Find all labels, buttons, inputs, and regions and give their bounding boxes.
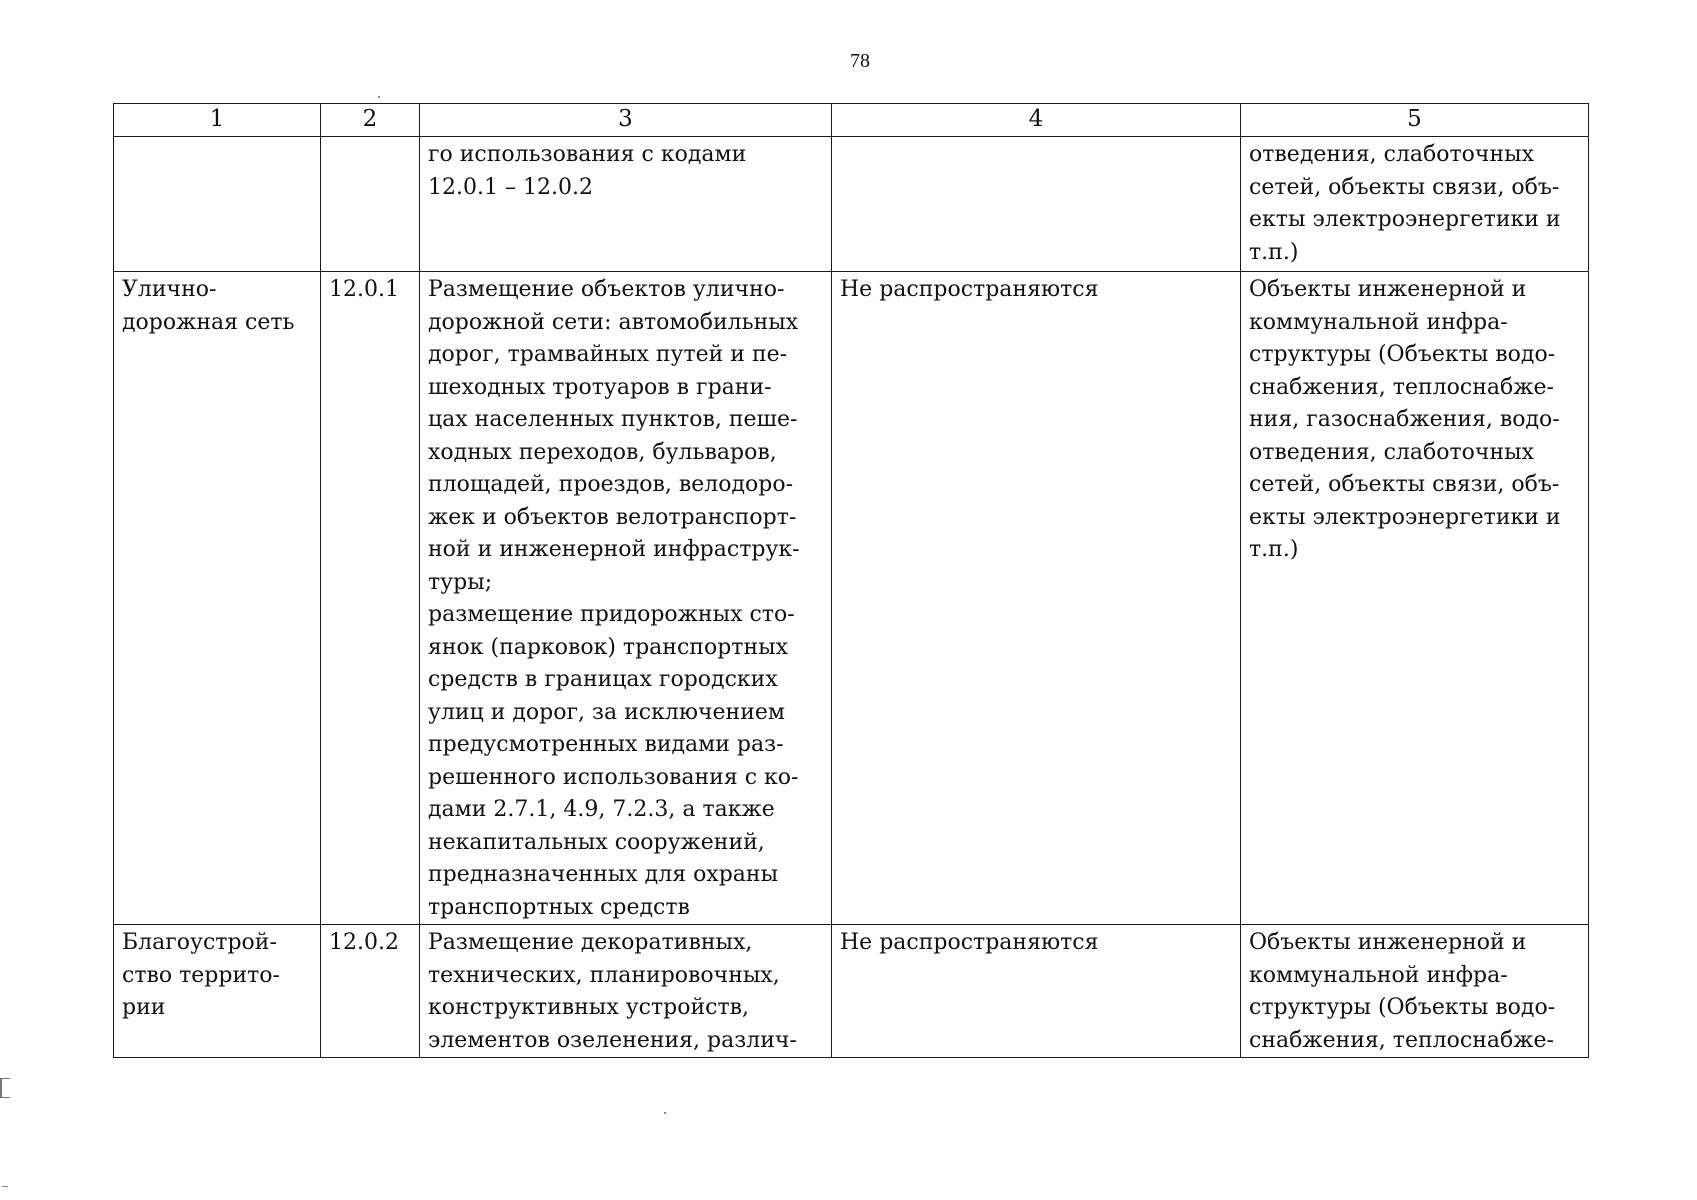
land-use-objects-cell: Объекты инженерной и коммунальной инфра- структуры (Объекты водо- снабжения, теплоснабже-	[1241, 925, 1589, 1058]
land-use-name-cell	[114, 137, 321, 272]
col-header-1: 1	[114, 104, 321, 137]
scan-speck	[2, 1186, 8, 1187]
land-use-description-cell: Размещение объектов улично- дорожной сети: автомобильных дорог, трамвайных путей и пе- шеходных тротуаров в грани- цах населенных пунктов, пеше- ходных переходов, бульваров, площадей, проездов, велодоро- жек и объектов велотранспорт- ной и инженерной инфраструк- туры; размещение придорожных сто- янок (парковок) транспортных средств в границах городских улиц и дорог, за исключением предусмотренных видами раз- решенного использования с ко- дами 2.7.1, 4.9, 7.2.3, а также некапитальных сооружений, предназначенных для охраны транспортных средств	[420, 272, 832, 925]
land-use-table	[113, 103, 1589, 1058]
land-use-params-cell	[832, 137, 1241, 272]
land-use-code-cell: 12.0.2	[321, 925, 420, 1058]
header-row	[114, 104, 1589, 137]
land-use-description-cell: Размещение декоративных, технических, планировочных, конструктивных устройств, элементов озеленения, различ-	[420, 925, 832, 1058]
table-row	[114, 272, 1589, 925]
land-use-name-cell: Улично- дорожная сеть	[114, 272, 321, 925]
col-header-3: 3	[420, 104, 832, 137]
col-header-2: 2	[321, 104, 420, 137]
land-use-name-cell: Благоустрой- ство террито- рии	[114, 925, 321, 1058]
scan-speck	[664, 1112, 666, 1114]
land-use-params-cell: Не распространяются	[832, 925, 1241, 1058]
col-header-4: 4	[832, 104, 1241, 137]
land-use-objects-cell: отведения, слаботочных сетей, объекты связи, объ- екты электроэнергетики и т.п.)	[1241, 137, 1589, 272]
land-use-objects-cell: Объекты инженерной и коммунальной инфра- структуры (Объекты водо- снабжения, теплоснабже- ния, газоснабжения, водо- отведения, слаботочных сетей, объекты связи, объ- екты электроэнергетики и т.п.)	[1241, 272, 1589, 925]
table-row	[114, 925, 1589, 1058]
scan-edge-mark	[0, 1078, 10, 1098]
table-row	[114, 137, 1589, 272]
page-number: 78	[850, 50, 870, 72]
land-use-params-cell: Не распространяются	[832, 272, 1241, 925]
scan-speck	[378, 96, 380, 98]
land-use-code-cell	[321, 137, 420, 272]
land-use-description-cell: го использования с кодами 12.0.1 – 12.0.2	[420, 137, 832, 272]
land-use-code-cell: 12.0.1	[321, 272, 420, 925]
col-header-5: 5	[1241, 104, 1589, 137]
